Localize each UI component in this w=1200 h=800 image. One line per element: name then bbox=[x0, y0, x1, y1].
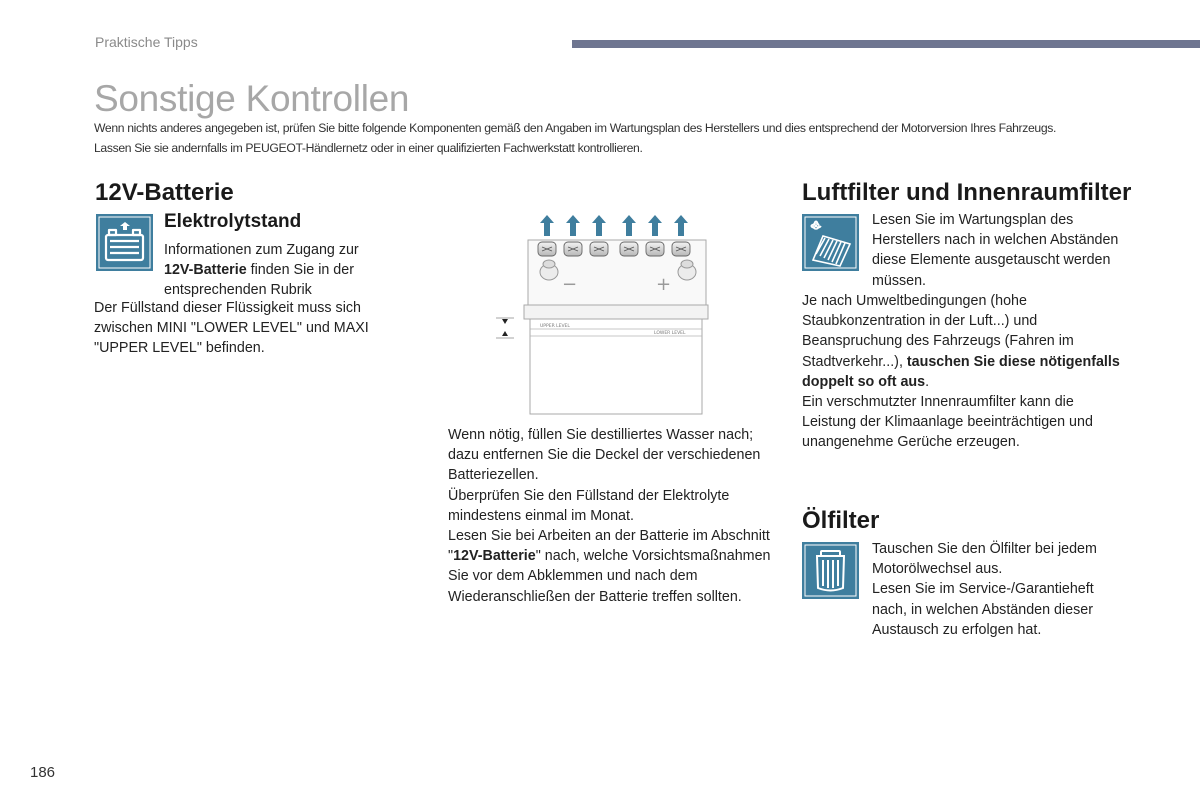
intro-line-2: Lassen Sie sie andernfalls im PEUGEOT-Händlernetz oder in einer qualifizierten Fachwerkstatt kontrollieren. bbox=[94, 141, 643, 155]
page-title: Sonstige Kontrollen bbox=[94, 78, 410, 119]
battery-check-text: Überprüfen Sie den Füllstand der Elektrolyte mindestens einmal im Monat. bbox=[448, 487, 730, 524]
battery-level-diagram bbox=[494, 212, 720, 417]
battery-level-text: Der Füllstand dieser Flüssigkeit muss sich zwischen MINI "LOWER LEVEL" und MAXI "UPPER LEVEL" befinden. bbox=[94, 300, 369, 357]
airfilter-heading: Luftfilter und Innenraumfilter bbox=[802, 179, 1132, 206]
airfilter-warning-text: Ein verschmutzter Innenraumfilter kann die Leistung der Klimaanlage beeinträchtigen und unangenehme Gerüche erzeugen. bbox=[802, 394, 1093, 451]
battery-refill-text: Wenn nötig, füllen Sie destilliertes Wasser nach; dazu entfernen Sie die Deckel der verschiedenen Batteriezellen. bbox=[448, 427, 761, 484]
battery-instructions bbox=[448, 425, 778, 607]
oilfilter-heading: Ölfilter bbox=[802, 507, 880, 534]
header-bar bbox=[572, 40, 1200, 48]
airfilter-conditions-bold: tauschen Sie diese nötigenfalls doppelt so oft aus bbox=[802, 353, 1120, 390]
airfilter-text-1: Lesen Sie im Wartungsplan des Herstellers nach in welchen Abständen diese Elemente ausgetauscht werden müssen. bbox=[872, 212, 1119, 289]
plus-terminal-label: + bbox=[656, 274, 672, 295]
battery-precaution-text bbox=[448, 526, 778, 607]
battery-link-bold: 12V-Batterie bbox=[164, 262, 247, 279]
battery-icon bbox=[96, 214, 153, 271]
battery-access-line-2-rest: finden Sie in der bbox=[246, 262, 354, 279]
airfilter-conditions-text-2: . bbox=[925, 373, 930, 390]
oilfilter-interval-text: Lesen Sie im Service-/Garantieheft nach, in welchen Abständen dieser Austausch zu erfolgen hat. bbox=[872, 581, 1094, 638]
lower-level-label: LOWER LEVEL bbox=[654, 331, 686, 336]
intro-text bbox=[94, 118, 1134, 158]
airfilter-conditions-text bbox=[802, 291, 1122, 392]
oilfilter-text bbox=[872, 539, 1132, 640]
battery-precaution-bold: 12V-Batterie bbox=[453, 548, 536, 565]
page-number: 186 bbox=[30, 764, 56, 781]
upper-level-label: UPPER LEVEL bbox=[540, 324, 570, 329]
oil-filter-icon bbox=[802, 542, 859, 599]
battery-access-text bbox=[164, 240, 399, 301]
battery-precaution-text-2: " nach, welche Vorsichtsmaßnahmen Sie vor dem Abklemmen und nach dem Wiederanschließen der Batterie treffen sollten. bbox=[448, 548, 771, 605]
battery-heading: 12V-Batterie bbox=[95, 179, 234, 206]
battery-access-line-2 bbox=[164, 260, 399, 280]
intro-line-1: Wenn nichts anderes angegeben ist, prüfen Sie bitte folgende Komponenten gemäß den Angaben im Wartungsplan des Herstellers und dies entsprechend der Motorversion Ihres Fahrzeugs. bbox=[94, 121, 1057, 135]
battery-access-line-1: Informationen zum Zugang zur bbox=[164, 242, 359, 258]
electrolyte-subheading: Elektrolytstand bbox=[164, 211, 302, 232]
cabin-filter-icon bbox=[802, 214, 859, 271]
battery-access-line-3: entsprechenden Rubrik bbox=[164, 282, 312, 299]
airfilter-text-2 bbox=[802, 291, 1122, 453]
section-label: Praktische Tipps bbox=[95, 34, 198, 50]
minus-terminal-label: − bbox=[562, 274, 578, 295]
oilfilter-replace-text: Tauschen Sie den Ölfilter bei jedem Motorölwechsel aus. bbox=[872, 541, 1097, 578]
airfilter-conditions-text-1: Je nach Umweltbedingungen (hohe Staubkonzentration in der Luft...) und Beanspruchung des Fahrzeugs (Fahren im Stadtverkehr...), bbox=[802, 293, 1074, 370]
battery-precaution-text-1: Lesen Sie bei Arbeiten an der Batterie im Abschnitt " bbox=[448, 528, 770, 565]
